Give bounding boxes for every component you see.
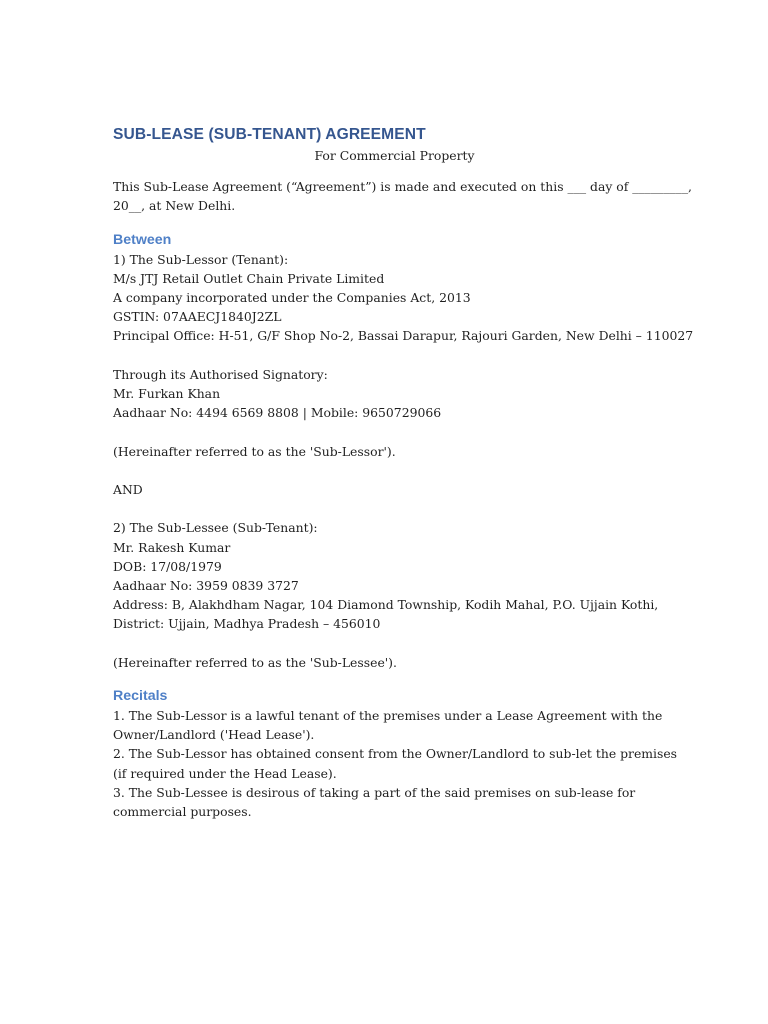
spacer bbox=[113, 165, 658, 177]
signatory-block bbox=[113, 365, 658, 423]
signatory-line: Through its Authorised Signatory: bbox=[113, 366, 328, 382]
and-separator: AND bbox=[113, 482, 143, 497]
intro-line: This Sub-Lease Agreement (“Agreement”) is made and executed on this ___ day of _________, bbox=[113, 179, 692, 195]
sub-lessor-line: Principal Office: H-51, G/F Shop No-2, Bassai Darapur, Rajouri Garden, New Delhi – 110027 bbox=[113, 328, 694, 344]
document-subtitle: For Commercial Property bbox=[314, 148, 475, 163]
recital-line: 1. The Sub-Lessor is a lawful tenant of the premises under a Lease Agreement with the bbox=[113, 708, 663, 723]
recitals-block bbox=[113, 706, 678, 821]
sub-lessor-line: GSTIN: 07AAECJ1840J2ZL bbox=[113, 309, 282, 325]
sub-lessor-line: A company incorporated under the Companies Act, 2013 bbox=[113, 290, 471, 306]
document-body bbox=[113, 124, 694, 821]
sub-lessee-line: DOB: 17/08/1979 bbox=[113, 558, 222, 574]
sub-lessee-reference: (Hereinafter referred to as the 'Sub-Lessee'). bbox=[113, 654, 397, 670]
spacer bbox=[113, 499, 658, 518]
sub-lessor-block bbox=[113, 250, 694, 346]
sub-lessee-block bbox=[113, 518, 658, 633]
recital-line: 3. The Sub-Lessee is desirous of taking a part of the said premises on sub-lease for bbox=[113, 784, 636, 800]
sub-lessor-line: M/s JTJ Retail Outlet Chain Private Limited bbox=[113, 270, 385, 286]
spacer bbox=[113, 672, 658, 686]
sub-lessor-reference: (Hereinafter referred to as the 'Sub-Lessor'). bbox=[113, 443, 396, 459]
sub-lessee-line: Mr. Rakesh Kumar bbox=[113, 539, 231, 555]
intro-paragraph bbox=[113, 177, 692, 215]
spacer bbox=[113, 634, 658, 653]
spacer bbox=[113, 461, 658, 480]
signatory-line: Aadhaar No: 4494 6569 8808 | Mobile: 9650729066 bbox=[113, 405, 442, 421]
signatory-line: Mr. Furkan Khan bbox=[113, 386, 221, 402]
intro-line: 20__, at New Delhi. bbox=[113, 198, 236, 214]
section-heading-recitals: Recitals bbox=[113, 688, 168, 704]
recital-line: Owner/Landlord ('Head Lease'). bbox=[113, 727, 315, 743]
sub-lessee-line: 2) The Sub-Lessee (Sub-Tenant): bbox=[113, 520, 318, 536]
sub-lessee-line: Address: B, Alakhdham Nagar, 104 Diamond Township, Kodih Mahal, P.O. Ujjain Kothi, bbox=[113, 597, 659, 613]
document-title: SUB-LEASE (SUB-TENANT) AGREEMENT bbox=[113, 126, 426, 143]
sub-lessee-line: District: Ujjain, Madhya Pradesh – 456010 bbox=[113, 616, 381, 632]
spacer bbox=[113, 216, 658, 230]
recital-line: commercial purposes. bbox=[113, 804, 252, 820]
section-heading-between: Between bbox=[113, 231, 172, 248]
sub-lessee-line: Aadhaar No: 3959 0839 3727 bbox=[113, 578, 299, 593]
spacer bbox=[113, 422, 658, 441]
recital-line: (if required under the Head Lease). bbox=[113, 765, 337, 781]
spacer bbox=[113, 346, 658, 365]
recital-line: 2. The Sub-Lessor has obtained consent from the Owner/Landlord to sub-let the premises bbox=[113, 746, 678, 762]
sub-lessor-line: 1) The Sub-Lessor (Tenant): bbox=[113, 251, 289, 267]
